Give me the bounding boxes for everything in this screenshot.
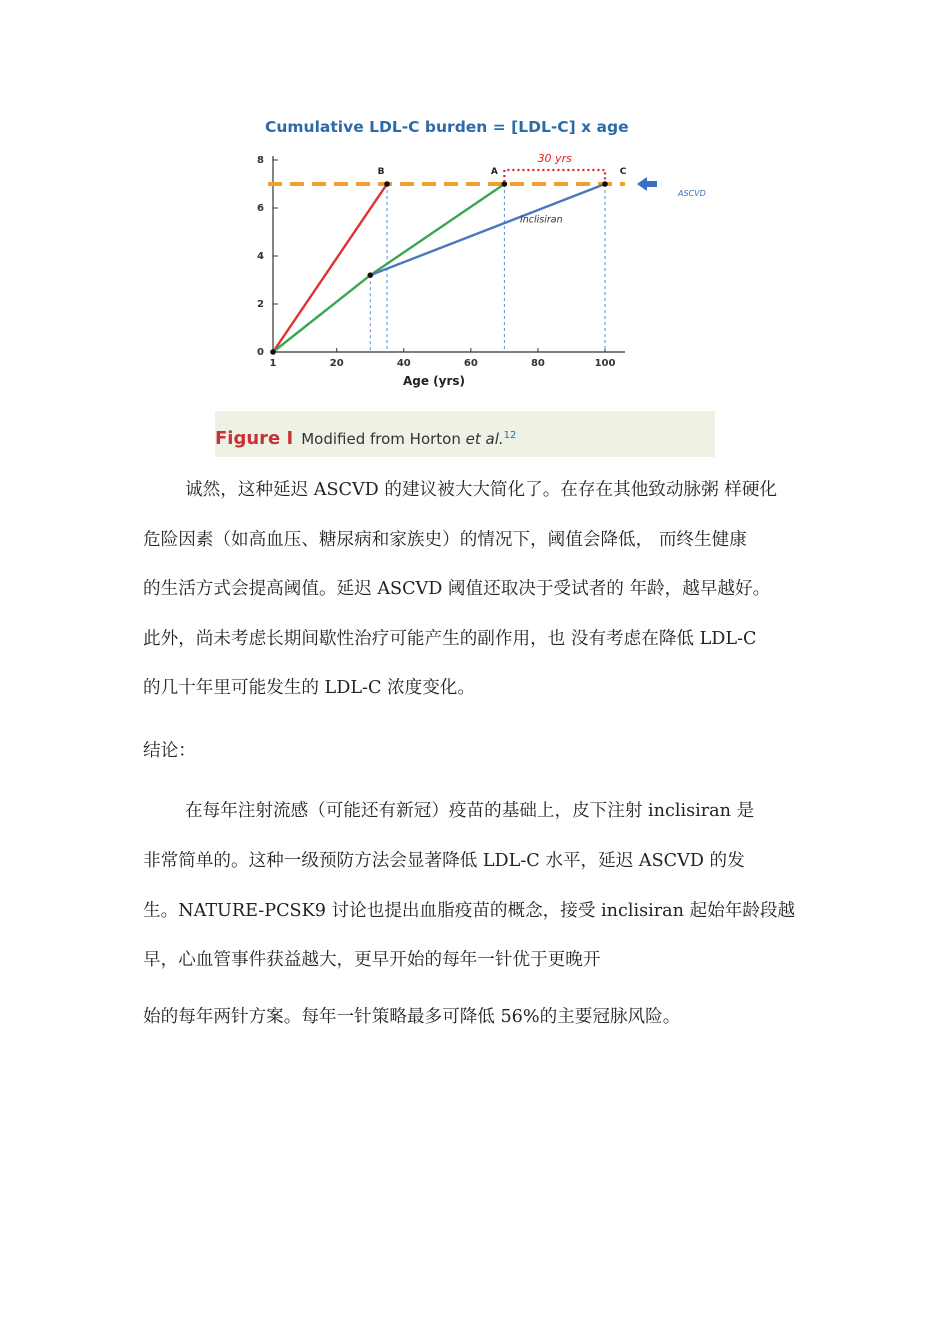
x-axis-label: Age (yrs) [402, 374, 466, 388]
figure-caption [215, 428, 516, 449]
x-tick-label: 80 [530, 358, 545, 369]
y-tick-label: 0 [257, 347, 264, 358]
figure [215, 110, 715, 460]
interval-label: 30 yrs [537, 152, 572, 165]
paragraph-line: 的生活方式会提高阈值。延迟 ASCVD 阈值还取决于受试者的 年龄，越早越好。 [143, 579, 771, 599]
point-label: B [377, 167, 385, 177]
y-tick-label: 8 [257, 155, 264, 166]
chart [215, 110, 715, 400]
y-tick-label: 2 [257, 299, 264, 310]
data-point [367, 272, 373, 278]
series-line [370, 184, 605, 275]
y-tick-label: 4 [257, 251, 264, 262]
x-tick-label: 20 [329, 358, 344, 369]
paragraph-line: 危险因素（如高血压、糖尿病和家族史）的情况下，阈值会降低， 而终生健康 [143, 530, 747, 550]
paragraph-line: 生。NATURE-PCSK9 讨论也提出血脂疫苗的概念，接受 inclisiran 起始年龄段越 [143, 901, 796, 921]
threshold-label: ASCVD [678, 189, 706, 198]
point-label: C [619, 167, 627, 177]
data-point [502, 181, 508, 187]
paragraph-line: 非常简单的。这种一级预防方法会显著降低 LDL-C 水平，延迟 ASCVD 的发 [143, 851, 745, 871]
conclusion-heading: 结论： [143, 741, 196, 761]
y-tick-label: 6 [257, 203, 264, 214]
paragraph-line: 早，心血管事件获益越大，更早开始的每年一针优于更晚开 [143, 950, 601, 970]
series-line [273, 184, 387, 352]
paragraph-line: 诚然，这种延迟 ASCVD 的建议被大大简化了。在存在其他致动脉粥 样硬化 [185, 480, 778, 500]
data-point [384, 181, 390, 187]
paragraph-line: 在每年注射流感（可能还有新冠）疫苗的基础上，皮下注射 inclisiran 是 [185, 801, 755, 821]
paragraph-line: 的几十年里可能发生的 LDL-C 浓度变化。 [143, 678, 475, 698]
threshold-arrow-icon [637, 177, 657, 191]
x-tick-label: 40 [396, 358, 411, 369]
caption-text: Modified from Horton [301, 430, 466, 448]
caption-italic: et al. [465, 430, 504, 448]
paragraph-line: 此外，尚未考虑长期间歇性治疗可能产生的副作用，也 没有考虑在降低 LDL-C [143, 629, 757, 649]
caption-reference: 12 [503, 430, 517, 441]
chart-title: Cumulative LDL-C burden = [LDL-C] x age [265, 118, 629, 136]
x-tick-label: 100 [594, 358, 616, 369]
x-tick-label: 60 [463, 358, 478, 369]
series-label: Inclisiran [519, 214, 563, 226]
interval-bracket [504, 170, 605, 182]
paragraph-line: 始的每年两针方案。每年一针策略最多可降低 56%的主要冠脉风险。 [143, 1007, 681, 1027]
x-tick-label: 1 [269, 358, 277, 369]
figure-label: Figure I [215, 428, 294, 449]
point-label: A [490, 167, 498, 177]
data-point [602, 181, 608, 187]
data-point [270, 349, 276, 355]
